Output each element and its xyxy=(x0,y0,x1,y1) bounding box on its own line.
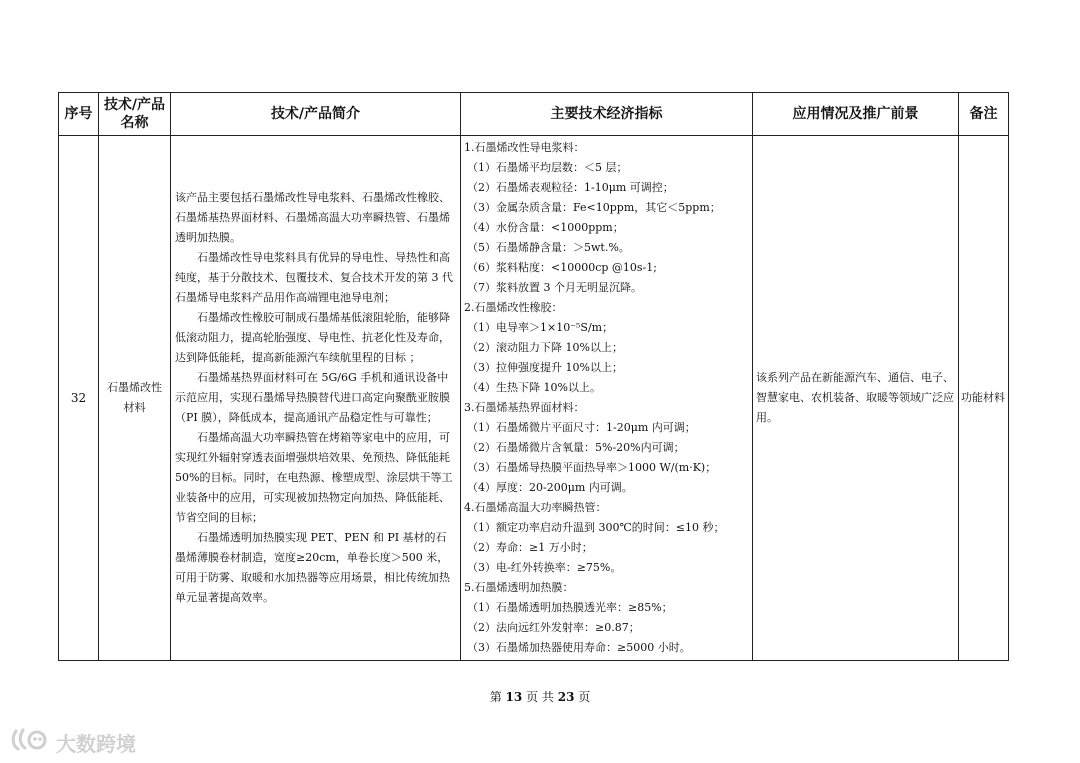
intro-paragraph: 石墨烯改性橡胶可制成石墨烯基低滚阻轮胎，能够降低滚动阻力，提高轮胎强度、导电性、抗老化性及寿命，达到降低能耗，提高新能源汽车续航里程的目标 ； xyxy=(175,311,450,364)
metric-line: （1）石墨烯透明加热膜透光率：≥85%； xyxy=(467,601,673,614)
brand-logo-icon xyxy=(10,727,50,758)
metric-section-title: 1.石墨烯改性导电浆料： xyxy=(464,141,585,154)
watermark-text: 大数跨境 xyxy=(56,732,136,756)
header-note: 备注 xyxy=(959,93,1009,136)
metric-line: （7）浆料放置 3 个月无明显沉降。 xyxy=(467,281,642,294)
row-number: 32 xyxy=(59,136,99,661)
header-metrics: 主要技术经济指标 xyxy=(461,93,753,136)
metric-line: （3）电-红外转换率：≥75%。 xyxy=(467,561,622,574)
metric-line: （3）拉伸强度提升 10%以上； xyxy=(467,361,623,374)
page-total: 23 xyxy=(557,690,575,704)
metric-section-title: 2.石墨烯改性橡胶： xyxy=(464,301,563,314)
page-number: 13 xyxy=(505,690,523,704)
metric-line: （4）生热下降 10%以上。 xyxy=(467,381,601,394)
header-application: 应用情况及推广前景 xyxy=(753,93,959,136)
header-intro: 技术/产品简介 xyxy=(171,93,461,136)
footer-prefix: 第 xyxy=(489,690,502,704)
application-prospects: 该系列产品在新能源汽车、通信、电子、智慧家电、农机装备、取暖等领域广泛应用。 xyxy=(753,136,959,661)
metric-line: （3）金属杂质含量：Fe<10ppm，其它＜5ppm； xyxy=(467,201,721,214)
intro-paragraph: 石墨烯透明加热膜实现 PET、PEN 和 PI 基材的石墨烯薄膜卷材制造，宽度≥20cm，单卷长度＞500 米，可用于防雾、取暖和水加热器等应用场景，相比传统加热单元显著提高效率。 xyxy=(175,531,450,604)
metric-line: （5）石墨烯静含量：＞5wt.%。 xyxy=(467,241,630,254)
metric-line: （1）额定功率启动升温到 300℃的时间：≤10 秒； xyxy=(467,521,725,534)
intro-paragraph: 石墨烯改性导电浆料具有优异的导电性、导热性和高纯度，基于分散技术、包覆技术、复合技术开发的第 3 代石墨烯导电浆料产品用作高端锂电池导电剂； xyxy=(175,251,453,304)
page-footer xyxy=(0,688,1080,705)
intro-paragraph: 该产品主要包括石墨烯改性导电浆料、石墨烯改性橡胶、石墨烯基热界面材料、石墨烯高温大功率瞬热管、石墨烯透明加热膜。 xyxy=(175,191,450,244)
table-header-row xyxy=(59,93,1009,136)
table-row xyxy=(59,136,1009,661)
metric-section-title: 4.石墨烯高温大功率瞬热管： xyxy=(464,501,607,514)
metric-line: （1）石墨烯平均层数：＜5 层； xyxy=(467,161,628,174)
metric-line: （2）寿命：≥1 万小时； xyxy=(467,541,593,554)
product-table xyxy=(58,92,1009,661)
intro-paragraph: 石墨烯高温大功率瞬热管在烤箱等家电中的应用，可实现红外辐射穿透表面增强烘培效果、免预热、降低能耗 50%的目标。同时，在电热源、橡塑成型、涂层烘干等工业装备中的应用，可实现被加热物定向加热、降低能耗、节省空间的目标； xyxy=(175,431,453,524)
metric-line: （6）浆料粘度：<10000cp @10s-1; xyxy=(467,261,657,274)
metric-line: （2）石墨烯表观粒径：1-10μm 可调控； xyxy=(467,181,674,194)
metric-line: （1）石墨烯微片平面尺寸：1-20μm 内可调； xyxy=(467,421,696,434)
product-name: 石墨烯改性材料 xyxy=(99,136,171,661)
header-no: 序号 xyxy=(59,93,99,136)
footer-middle: 页 共 xyxy=(526,690,554,704)
header-name: 技术/产品名称 xyxy=(99,93,171,136)
metric-line: （3）石墨烯加热器使用寿命：≥5000 小时。 xyxy=(467,641,691,654)
intro-paragraph: 石墨烯基热界面材料可在 5G/6G 手机和通讯设备中示范应用，实现石墨烯导热膜替代进口高定向聚酰亚胺膜（PI 膜），降低成本，提高通讯产品稳定性与可靠性； xyxy=(175,371,450,424)
metric-section-title: 3.石墨烯基热界面材料： xyxy=(464,401,585,414)
metric-line: （2）滚动阻力下降 10%以上； xyxy=(467,341,623,354)
metric-line: （4）厚度：20-200μm 内可调。 xyxy=(467,481,633,494)
metric-line: （4）水份含量：<1000ppm； xyxy=(467,221,624,234)
metric-line: （2）石墨烯微片含氧量：5%-20%内可调； xyxy=(467,441,685,454)
metric-section-title: 5.石墨烯透明加热膜： xyxy=(464,581,574,594)
metric-line: （2）法向远红外发射率：≥0.87； xyxy=(467,621,640,634)
watermark xyxy=(10,727,136,758)
remarks: 功能材料 xyxy=(959,136,1009,661)
metric-line: （3）石墨烯导热膜平面热导率＞1000 W/(m·K)； xyxy=(467,461,717,474)
footer-suffix: 页 xyxy=(578,690,591,704)
metric-line: （1）电导率＞1×10⁻⁵S/m； xyxy=(467,321,614,334)
metrics-list xyxy=(461,136,753,661)
product-intro xyxy=(171,136,461,661)
